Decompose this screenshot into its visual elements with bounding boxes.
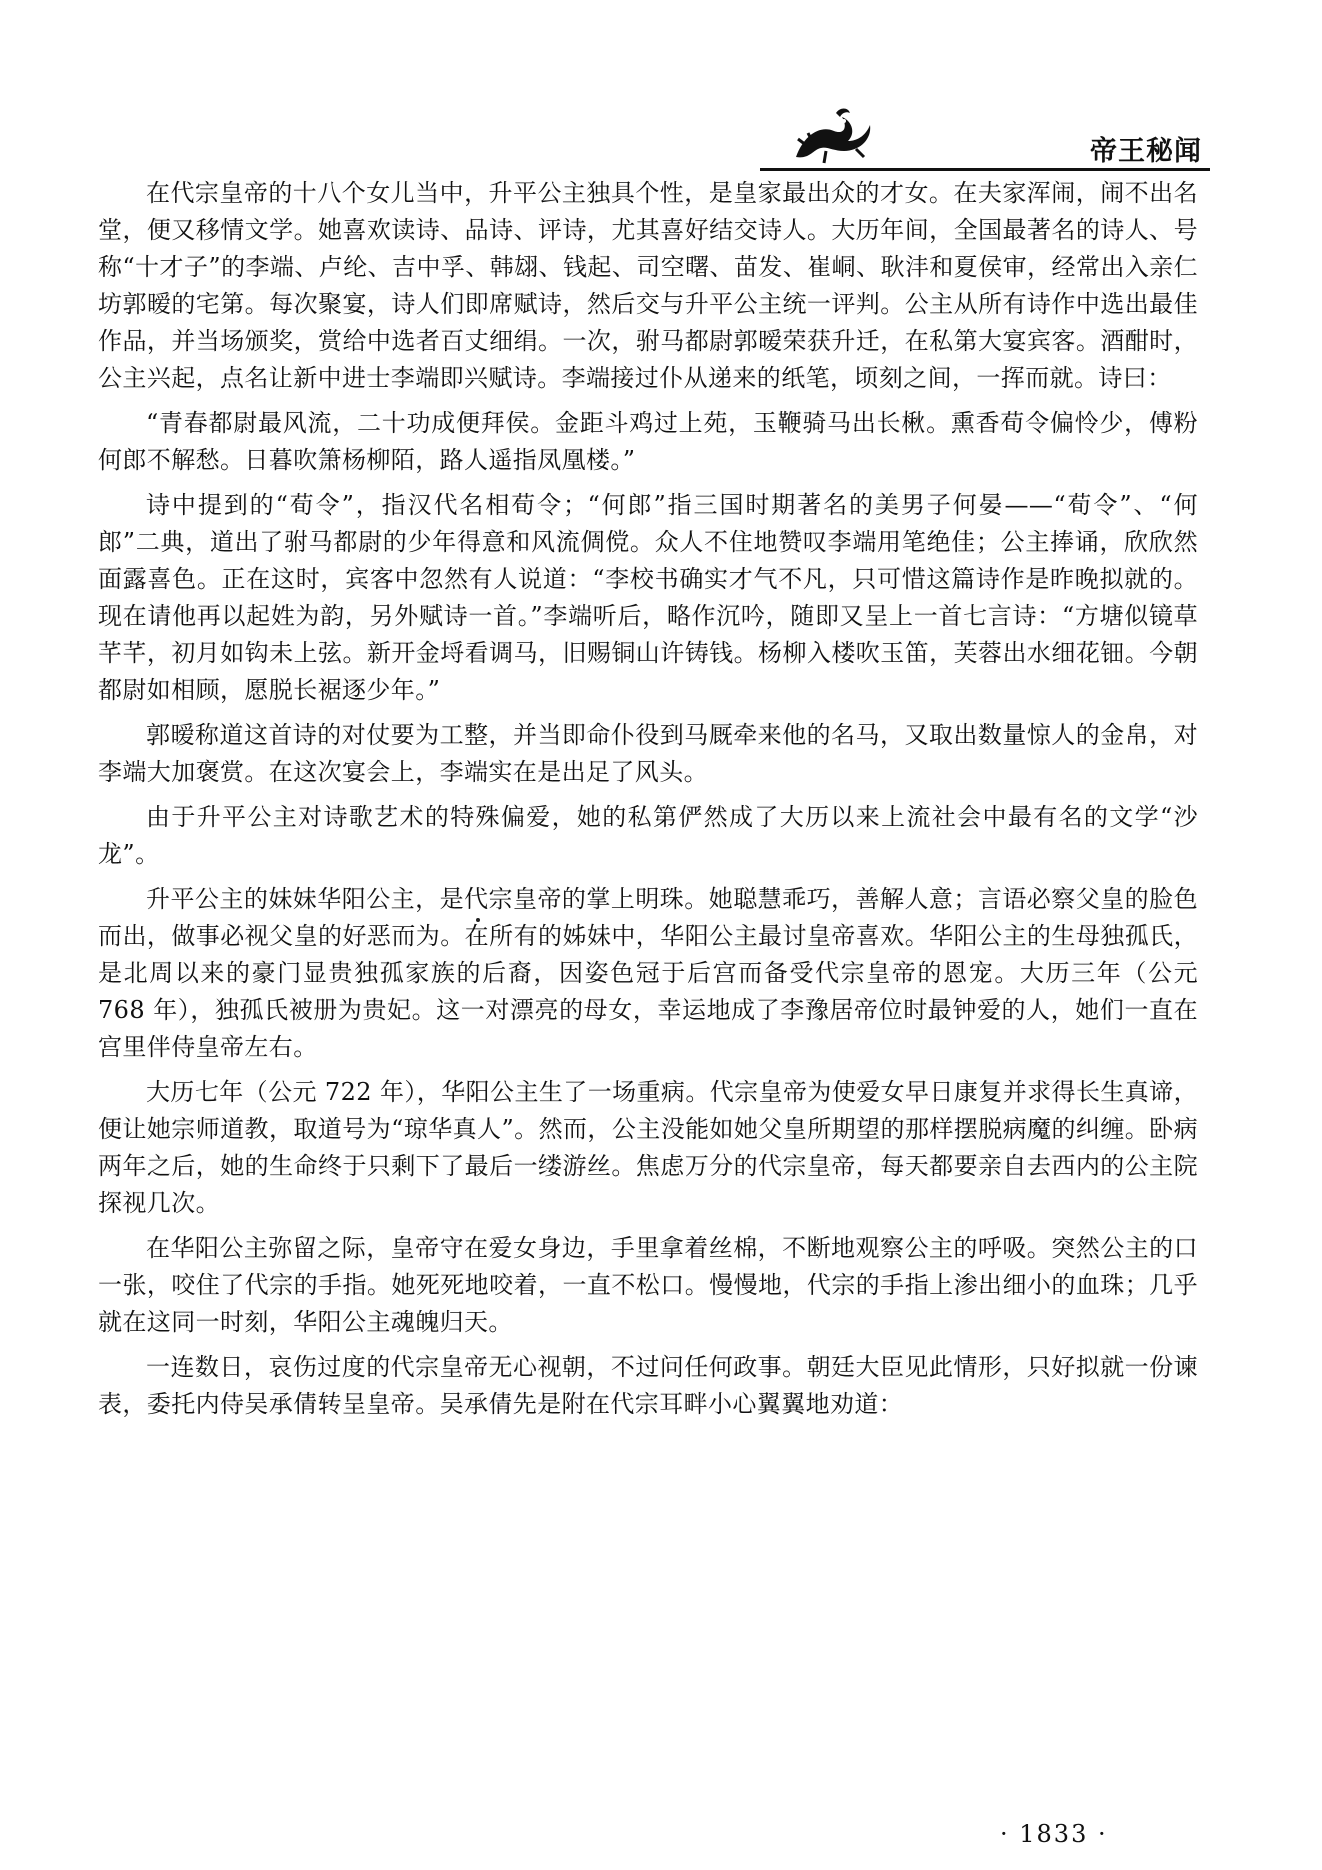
paragraph: 升平公主的妹妹华阳公主，是代宗皇帝的掌上明珠。她聪慧乖巧，善解人意；言语必察父皇的脸色而出，做事必视父皇的好恶而为。在所有的姊妹中，华阳公主最讨皇帝喜欢。华阳公主的生母独孤氏，是北周以来的豪门显贵独孤家族的后裔，因姿色冠于后宫而备受代宗皇帝的恩宠。大历三年（公元 768 年），独孤氏被册为贵妃。这一对漂亮的母女，幸运地成了李豫居帝位时最钟爱的人，她们一直在宫里伴侍皇帝左右。 bbox=[98, 885, 1198, 1061]
paragraph: 由于升平公主对诗歌艺术的特殊偏爱，她的私第俨然成了大历以来上流社会中最有名的文学“沙龙”。 bbox=[98, 803, 1198, 868]
page-header bbox=[760, 105, 1210, 175]
paragraph: 诗中提到的“荀令”，指汉代名相荀令；“何郎”指三国时期著名的美男子何晏——“荀令”、“何郎”二典，道出了驸马都尉的少年得意和风流倜傥。众人不住地赞叹李端用笔绝佳；公主捧诵，欣欣然面露喜色。正在这时，宾客中忽然有人说道：“李校书确实才气不凡，只可惜这篇诗作是昨晚拟就的。现在请他再以起姓为韵，另外赋诗一首。”李端听后，略作沉吟，随即又呈上一首七言诗：“方塘似镜草芊芊，初月如钩未上弦。新开金埒看调马，旧赐铜山许铸钱。杨柳入楼吹玉笛，芙蓉出水细花钿。今朝都尉如相顾，愿脱长裾逐少年。” bbox=[98, 491, 1198, 704]
page-number: · 1833 · bbox=[1000, 1820, 1108, 1848]
header-rule bbox=[760, 168, 1210, 171]
poem-quote: “青春都尉最风流，二十功成便拜侯。金距斗鸡过上苑，玉鞭骑马出长楸。熏香荀令偏怜少，傅粉何郎不解愁。日暮吹箫杨柳陌，路人遥指凤凰楼。” bbox=[98, 409, 1198, 474]
paragraph: 在华阳公主弥留之际，皇帝守在爱女身边，手里拿着丝棉，不断地观察公主的呼吸。突然公主的口一张，咬住了代宗的手指。她死死地咬着，一直不松口。慢慢地，代宗的手指上渗出细小的血珠；几乎就在这同一时刻，华阳公主魂魄归天。 bbox=[98, 1234, 1198, 1336]
scan-speck bbox=[476, 918, 480, 922]
paragraph: 一连数日，哀伤过度的代宗皇帝无心视朝，不过问任何政事。朝廷大臣见此情形，只好拟就一份谏表，委托内侍吴承倩转呈皇帝。吴承倩先是附在代宗耳畔小心翼翼地劝道： bbox=[98, 1353, 1198, 1418]
dragon-icon bbox=[786, 105, 876, 169]
paragraph: 在代宗皇帝的十八个女儿当中，升平公主独具个性，是皇家最出众的才女。在夫家浑闹，闹不出名堂，便又移情文学。她喜欢读诗、品诗、评诗，尤其喜好结交诗人。大历年间，全国最著名的诗人、号称“十才子”的李端、卢纶、吉中孚、韩翃、钱起、司空曙、苗发、崔峒、耿沣和夏侯审，经常出入亲仁坊郭暧的宅第。每次聚宴，诗人们即席赋诗，然后交与升平公主统一评判。公主从所有诗作中选出最佳作品，并当场颁奖，赏给中选者百丈细绢。一次，驸马都尉郭暧荣获升迁，在私第大宴宾客。酒酣时，公主兴起，点名让新中进士李端即兴赋诗。李端接过仆从递来的纸笔，顷刻之间，一挥而就。诗曰： bbox=[98, 179, 1198, 392]
paragraph: 大历七年（公元 722 年），华阳公主生了一场重病。代宗皇帝为使爱女早日康复并求得长生真谛，便让她宗师道教，取道号为“琼华真人”。然而，公主没能如她父皇所期望的那样摆脱病魔的纠缠。卧病两年之后，她的生命终于只剩下了最后一缕游丝。焦虑万分的代宗皇帝，每天都要亲自去西内的公主院探视几次。 bbox=[98, 1078, 1198, 1217]
body-text bbox=[98, 175, 1198, 1431]
paragraph: 郭暧称道这首诗的对仗要为工整，并当即命仆役到马厩牵来他的名马，又取出数量惊人的金帛，对李端大加褒赏。在这次宴会上，李端实在是出足了风头。 bbox=[98, 721, 1198, 786]
running-head: 帝王秘闻 bbox=[1090, 136, 1202, 167]
